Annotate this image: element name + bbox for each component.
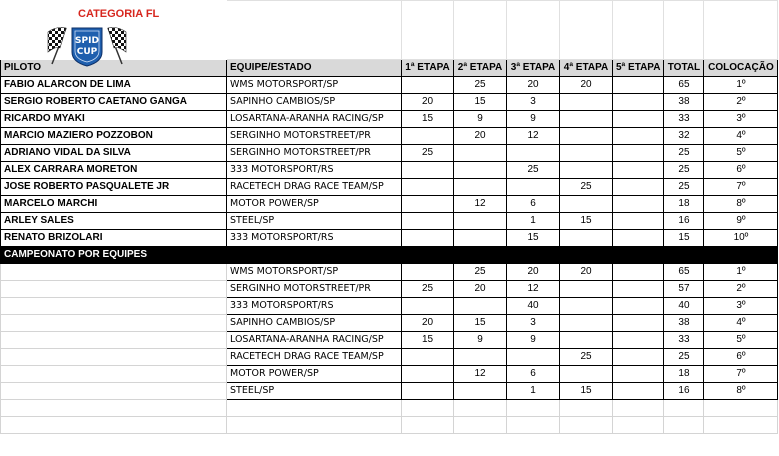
team-row	[1, 315, 778, 332]
pilot-etapa-4[interactable]: 25	[560, 179, 613, 196]
team-etapa-5[interactable]	[613, 264, 664, 281]
pilot-etapa-1[interactable]	[402, 162, 454, 179]
team-row	[1, 264, 778, 281]
team-name[interactable]: MOTOR POWER/SP	[227, 366, 402, 383]
team-etapa-4[interactable]	[560, 281, 613, 298]
pilot-etapa-2[interactable]: 20	[454, 128, 507, 145]
pilot-name[interactable]: RICARDO MYAKI	[1, 111, 227, 128]
pilot-etapa-4[interactable]	[560, 145, 613, 162]
pilot-team[interactable]: STEEL/SP	[227, 213, 402, 230]
pilot-etapa-2[interactable]: 25	[454, 77, 507, 94]
pilot-etapa-4[interactable]: 20	[560, 77, 613, 94]
empty-cell[interactable]	[454, 1, 507, 60]
pilot-row	[1, 94, 778, 111]
team-blank-cell[interactable]	[1, 264, 227, 281]
team-etapa-3[interactable]: 12	[507, 281, 560, 298]
team-etapa-5[interactable]	[613, 281, 664, 298]
team-etapa-3[interactable]	[507, 349, 560, 366]
header-total[interactable]: TOTAL	[664, 60, 704, 77]
pilot-name[interactable]: ALEX CARRARA MORETON	[1, 162, 227, 179]
empty-cell[interactable]	[227, 417, 402, 434]
pilot-etapa-3[interactable]	[507, 179, 560, 196]
empty-cell[interactable]	[560, 417, 613, 434]
empty-cell[interactable]	[560, 400, 613, 417]
category-title: CATEGORIA FL	[78, 8, 160, 20]
empty-cell[interactable]	[613, 400, 664, 417]
pilot-team[interactable]: WMS MOTORSPORT/SP	[227, 77, 402, 94]
shield-icon	[72, 28, 102, 66]
pilot-team[interactable]: SERGINHO MOTORSTREET/PR	[227, 145, 402, 162]
pilot-etapa-5[interactable]	[613, 128, 664, 145]
pilot-name[interactable]: FABIO ALARCON DE LIMA	[1, 77, 227, 94]
logo-line-2: CUP	[76, 47, 98, 57]
pilot-total[interactable]: 16	[664, 213, 704, 230]
empty-row	[1, 400, 778, 417]
pilot-etapa-1[interactable]: 25	[402, 145, 454, 162]
pilot-etapa-5[interactable]	[613, 196, 664, 213]
header-equipe[interactable]: EQUIPE/ESTADO	[227, 60, 402, 77]
header-etapa-4[interactable]: 4ª ETAPA	[560, 60, 613, 77]
pilot-etapa-5[interactable]	[613, 162, 664, 179]
empty-cell[interactable]	[402, 1, 454, 60]
team-etapa-1[interactable]	[402, 366, 454, 383]
pilot-etapa-3[interactable]: 9	[507, 111, 560, 128]
pilot-etapa-2[interactable]	[454, 179, 507, 196]
team-total[interactable]: 18	[664, 366, 704, 383]
team-name[interactable]: SERGINHO MOTORSTREET/PR	[227, 281, 402, 298]
pilot-total[interactable]: 25	[664, 145, 704, 162]
team-etapa-1[interactable]	[402, 298, 454, 315]
empty-cell[interactable]	[664, 417, 704, 434]
pilot-etapa-5[interactable]	[613, 94, 664, 111]
pilot-team[interactable]: LOSARTANA-ARANHA RACING/SP	[227, 111, 402, 128]
header-colocacao[interactable]: COLOCAÇÃO	[704, 60, 778, 77]
pilot-place[interactable]: 1º	[704, 77, 778, 94]
team-blank-cell[interactable]	[1, 281, 227, 298]
team-name[interactable]: SAPINHO CAMBIOS/SP	[227, 315, 402, 332]
empty-cell[interactable]	[704, 417, 778, 434]
team-total[interactable]: 65	[664, 264, 704, 281]
team-place[interactable]: 6º	[704, 349, 778, 366]
pilot-etapa-4[interactable]	[560, 94, 613, 111]
team-row	[1, 383, 778, 400]
team-row	[1, 366, 778, 383]
teams-section-header	[1, 247, 778, 264]
pilot-team[interactable]: 333 MOTORSPORT/RS	[227, 162, 402, 179]
pilot-name[interactable]: ARLEY SALES	[1, 213, 227, 230]
pilot-etapa-1[interactable]	[402, 230, 454, 247]
pilot-row	[1, 128, 778, 145]
teams-section-title[interactable]: CAMPEONATO POR EQUIPES	[1, 247, 227, 264]
team-etapa-2[interactable]: 15	[454, 315, 507, 332]
checkered-flag-right-icon	[108, 28, 126, 65]
band-cell[interactable]	[507, 247, 560, 264]
team-etapa-3[interactable]: 6	[507, 366, 560, 383]
pilot-etapa-4[interactable]	[560, 196, 613, 213]
team-place[interactable]: 7º	[704, 366, 778, 383]
pilot-etapa-1[interactable]	[402, 128, 454, 145]
team-row	[1, 298, 778, 315]
empty-cell[interactable]	[507, 417, 560, 434]
team-etapa-2[interactable]: 12	[454, 366, 507, 383]
team-etapa-5[interactable]	[613, 332, 664, 349]
pilot-etapa-1[interactable]	[402, 213, 454, 230]
team-etapa-4[interactable]: 25	[560, 349, 613, 366]
pilot-name[interactable]: RENATO BRIZOLARI	[1, 230, 227, 247]
pilot-total[interactable]: 15	[664, 230, 704, 247]
team-etapa-3[interactable]: 9	[507, 332, 560, 349]
pilot-etapa-3[interactable]: 3	[507, 94, 560, 111]
team-etapa-3[interactable]: 1	[507, 383, 560, 400]
team-etapa-4[interactable]	[560, 332, 613, 349]
team-etapa-2[interactable]: 20	[454, 281, 507, 298]
team-etapa-2[interactable]	[454, 383, 507, 400]
pilot-etapa-2[interactable]: 15	[454, 94, 507, 111]
pilot-etapa-2[interactable]	[454, 213, 507, 230]
team-etapa-5[interactable]	[613, 366, 664, 383]
empty-cell[interactable]	[1, 417, 227, 434]
pilot-etapa-3[interactable]: 1	[507, 213, 560, 230]
pilot-total[interactable]: 25	[664, 179, 704, 196]
pilot-etapa-5[interactable]	[613, 111, 664, 128]
pilot-etapa-3[interactable]: 6	[507, 196, 560, 213]
pilot-etapa-1[interactable]	[402, 77, 454, 94]
pilot-etapa-4[interactable]	[560, 162, 613, 179]
pilot-etapa-4[interactable]	[560, 111, 613, 128]
team-etapa-1[interactable]: 20	[402, 315, 454, 332]
team-blank-cell[interactable]	[1, 315, 227, 332]
pilot-place[interactable]: 6º	[704, 162, 778, 179]
team-etapa-4[interactable]	[560, 315, 613, 332]
pilot-name[interactable]: SERGIO ROBERTO CAETANO GANGA	[1, 94, 227, 111]
team-etapa-5[interactable]	[613, 298, 664, 315]
team-etapa-2[interactable]: 25	[454, 264, 507, 281]
team-etapa-3[interactable]: 40	[507, 298, 560, 315]
team-place[interactable]: 1º	[704, 264, 778, 281]
team-etapa-4[interactable]	[560, 298, 613, 315]
team-total[interactable]: 16	[664, 383, 704, 400]
logo-line-1: SPID	[75, 36, 99, 46]
header-piloto[interactable]: PILOTO	[1, 60, 227, 77]
pilot-etapa-5[interactable]	[613, 179, 664, 196]
pilot-etapa-1[interactable]: 20	[402, 94, 454, 111]
empty-cell[interactable]	[402, 417, 454, 434]
pilot-row	[1, 145, 778, 162]
empty-cell[interactable]	[560, 1, 613, 60]
team-etapa-4[interactable]: 20	[560, 264, 613, 281]
band-cell[interactable]	[560, 247, 613, 264]
team-total[interactable]: 25	[664, 349, 704, 366]
pilot-etapa-5[interactable]	[613, 213, 664, 230]
team-place[interactable]: 2º	[704, 281, 778, 298]
pilot-name[interactable]: MARCELO MARCHI	[1, 196, 227, 213]
pilot-etapa-3[interactable]	[507, 145, 560, 162]
pilot-etapa-2[interactable]	[454, 145, 507, 162]
team-etapa-1[interactable]: 15	[402, 332, 454, 349]
team-total[interactable]: 33	[664, 332, 704, 349]
team-total[interactable]: 57	[664, 281, 704, 298]
pilot-row	[1, 179, 778, 196]
pilot-total[interactable]: 65	[664, 77, 704, 94]
empty-cell[interactable]	[454, 400, 507, 417]
pilot-name[interactable]: ADRIANO VIDAL DA SILVA	[1, 145, 227, 162]
empty-cell[interactable]	[454, 417, 507, 434]
team-blank-cell[interactable]	[1, 383, 227, 400]
team-name[interactable]: RACETECH DRAG RACE TEAM/SP	[227, 349, 402, 366]
band-cell[interactable]	[704, 247, 778, 264]
empty-cell[interactable]	[664, 1, 704, 60]
team-place[interactable]: 8º	[704, 383, 778, 400]
checkered-flag-left-icon	[48, 28, 66, 65]
pilot-total[interactable]: 18	[664, 196, 704, 213]
pilot-place[interactable]: 4º	[704, 128, 778, 145]
team-etapa-1[interactable]	[402, 383, 454, 400]
empty-cell[interactable]	[227, 1, 402, 60]
team-name[interactable]: LOSARTANA-ARANHA RACING/SP	[227, 332, 402, 349]
pilot-etapa-4[interactable]	[560, 128, 613, 145]
spid-cup-logo	[46, 22, 128, 68]
empty-cell[interactable]	[613, 1, 664, 60]
team-row	[1, 349, 778, 366]
team-blank-cell[interactable]	[1, 332, 227, 349]
team-etapa-3[interactable]: 20	[507, 264, 560, 281]
pilot-total[interactable]: 33	[664, 111, 704, 128]
team-name[interactable]: WMS MOTORSPORT/SP	[227, 264, 402, 281]
pilot-etapa-3[interactable]: 25	[507, 162, 560, 179]
team-etapa-1[interactable]	[402, 264, 454, 281]
pilot-row	[1, 196, 778, 213]
band-cell[interactable]	[613, 247, 664, 264]
pilot-etapa-3[interactable]: 12	[507, 128, 560, 145]
pilot-total[interactable]: 25	[664, 162, 704, 179]
team-place[interactable]: 3º	[704, 298, 778, 315]
pilot-etapa-4[interactable]	[560, 230, 613, 247]
team-total[interactable]: 38	[664, 315, 704, 332]
header-etapa-3[interactable]: 3ª ETAPA	[507, 60, 560, 77]
band-cell[interactable]	[227, 247, 402, 264]
empty-cell[interactable]	[613, 417, 664, 434]
pilot-etapa-2[interactable]	[454, 162, 507, 179]
team-etapa-2[interactable]: 9	[454, 332, 507, 349]
header-etapa-5[interactable]: 5ª ETAPA	[613, 60, 664, 77]
pilot-etapa-3[interactable]: 15	[507, 230, 560, 247]
empty-row	[1, 417, 778, 434]
pilot-etapa-5[interactable]	[613, 145, 664, 162]
pilot-etapa-1[interactable]	[402, 179, 454, 196]
pilot-team[interactable]: 333 MOTORSPORT/RS	[227, 230, 402, 247]
header-etapa-1[interactable]: 1ª ETAPA	[402, 60, 454, 77]
empty-cell[interactable]	[402, 400, 454, 417]
pilot-total[interactable]: 32	[664, 128, 704, 145]
team-etapa-4[interactable]: 15	[560, 383, 613, 400]
header-etapa-2[interactable]: 2ª ETAPA	[454, 60, 507, 77]
pilot-etapa-2[interactable]: 9	[454, 111, 507, 128]
band-cell[interactable]	[664, 247, 704, 264]
team-etapa-5[interactable]	[613, 383, 664, 400]
pilot-etapa-5[interactable]	[613, 77, 664, 94]
team-blank-cell[interactable]	[1, 298, 227, 315]
pilot-etapa-4[interactable]: 15	[560, 213, 613, 230]
pilot-etapa-1[interactable]	[402, 196, 454, 213]
pilot-row	[1, 111, 778, 128]
band-cell[interactable]	[454, 247, 507, 264]
pilot-row	[1, 213, 778, 230]
team-place[interactable]: 5º	[704, 332, 778, 349]
empty-cell[interactable]	[704, 1, 778, 60]
team-row	[1, 281, 778, 298]
pilot-name[interactable]: JOSE ROBERTO PASQUALETE JR	[1, 179, 227, 196]
team-blank-cell[interactable]	[1, 366, 227, 383]
pilot-team[interactable]: SERGINHO MOTORSTREET/PR	[227, 128, 402, 145]
pilot-team[interactable]: RACETECH DRAG RACE TEAM/SP	[227, 179, 402, 196]
team-etapa-1[interactable]: 25	[402, 281, 454, 298]
pilot-etapa-2[interactable]: 12	[454, 196, 507, 213]
pilot-place[interactable]: 5º	[704, 145, 778, 162]
pilot-place[interactable]: 7º	[704, 179, 778, 196]
pilot-etapa-3[interactable]: 20	[507, 77, 560, 94]
pilot-etapa-1[interactable]: 15	[402, 111, 454, 128]
team-blank-cell[interactable]	[1, 349, 227, 366]
pilot-name[interactable]: MARCIO MAZIERO POZZOBON	[1, 128, 227, 145]
pilot-total[interactable]: 38	[664, 94, 704, 111]
empty-cell[interactable]	[507, 1, 560, 60]
team-etapa-5[interactable]	[613, 349, 664, 366]
empty-cell[interactable]	[1, 400, 227, 417]
pilot-row	[1, 77, 778, 94]
team-place[interactable]: 4º	[704, 315, 778, 332]
team-etapa-4[interactable]	[560, 366, 613, 383]
pilot-row	[1, 230, 778, 247]
team-etapa-1[interactable]	[402, 349, 454, 366]
pilot-place[interactable]: 2º	[704, 94, 778, 111]
team-total[interactable]: 40	[664, 298, 704, 315]
pilot-team[interactable]: SAPINHO CAMBIOS/SP	[227, 94, 402, 111]
pilot-place[interactable]: 8º	[704, 196, 778, 213]
team-etapa-2[interactable]	[454, 298, 507, 315]
team-etapa-3[interactable]: 3	[507, 315, 560, 332]
team-name[interactable]: 333 MOTORSPORT/RS	[227, 298, 402, 315]
pilot-place[interactable]: 3º	[704, 111, 778, 128]
empty-cell[interactable]	[227, 400, 402, 417]
pilot-etapa-2[interactable]	[454, 230, 507, 247]
pilot-row	[1, 162, 778, 179]
empty-cell[interactable]	[704, 400, 778, 417]
pilot-place[interactable]: 10º	[704, 230, 778, 247]
empty-cell[interactable]	[507, 400, 560, 417]
team-name[interactable]: STEEL/SP	[227, 383, 402, 400]
empty-cell[interactable]	[664, 400, 704, 417]
team-row	[1, 332, 778, 349]
team-etapa-5[interactable]	[613, 315, 664, 332]
team-etapa-2[interactable]	[454, 349, 507, 366]
pilot-etapa-5[interactable]	[613, 230, 664, 247]
pilot-team[interactable]: MOTOR POWER/SP	[227, 196, 402, 213]
band-cell[interactable]	[402, 247, 454, 264]
pilot-place[interactable]: 9º	[704, 213, 778, 230]
